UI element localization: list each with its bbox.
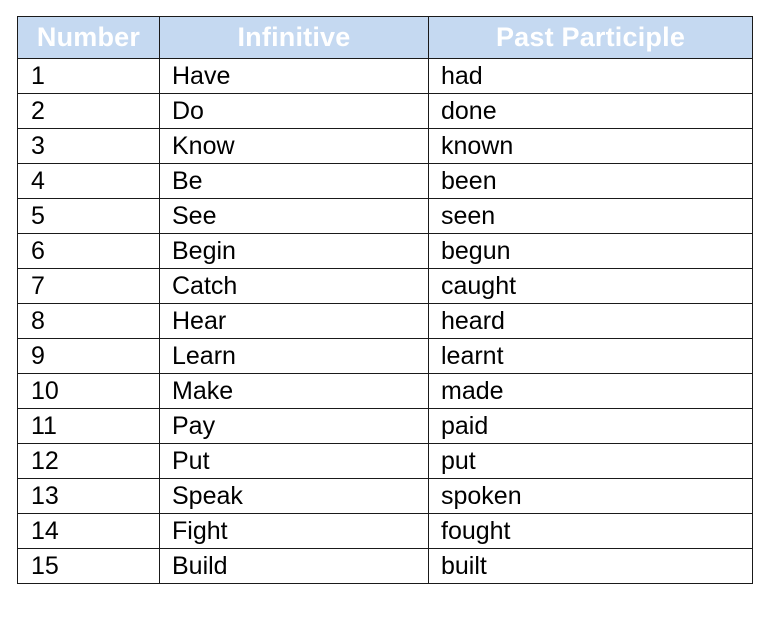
irregular-verbs-table xyxy=(17,16,753,584)
table-row xyxy=(18,479,753,514)
cell-infinitive: Learn xyxy=(160,339,429,374)
cell-number: 15 xyxy=(18,549,160,584)
table-row xyxy=(18,514,753,549)
cell-past-participle: spoken xyxy=(429,479,753,514)
table-row xyxy=(18,269,753,304)
cell-past-participle: known xyxy=(429,129,753,164)
table-header xyxy=(18,17,753,59)
cell-infinitive: Speak xyxy=(160,479,429,514)
header-past-participle: Past Participle xyxy=(429,17,753,59)
cell-number: 4 xyxy=(18,164,160,199)
cell-number: 14 xyxy=(18,514,160,549)
header-row xyxy=(18,17,753,59)
table-row xyxy=(18,549,753,584)
header-infinitive: Infinitive xyxy=(160,17,429,59)
table-row xyxy=(18,94,753,129)
cell-past-participle: learnt xyxy=(429,339,753,374)
cell-infinitive: Make xyxy=(160,374,429,409)
cell-number: 3 xyxy=(18,129,160,164)
cell-past-participle: had xyxy=(429,59,753,94)
cell-infinitive: Pay xyxy=(160,409,429,444)
cell-infinitive: Be xyxy=(160,164,429,199)
cell-infinitive: Put xyxy=(160,444,429,479)
cell-number: 7 xyxy=(18,269,160,304)
table-row xyxy=(18,374,753,409)
cell-past-participle: put xyxy=(429,444,753,479)
cell-infinitive: Hear xyxy=(160,304,429,339)
cell-past-participle: been xyxy=(429,164,753,199)
table-row xyxy=(18,304,753,339)
cell-number: 5 xyxy=(18,199,160,234)
cell-past-participle: fought xyxy=(429,514,753,549)
cell-past-participle: built xyxy=(429,549,753,584)
cell-past-participle: seen xyxy=(429,199,753,234)
cell-number: 9 xyxy=(18,339,160,374)
cell-past-participle: heard xyxy=(429,304,753,339)
cell-infinitive: Have xyxy=(160,59,429,94)
table-row xyxy=(18,339,753,374)
cell-number: 13 xyxy=(18,479,160,514)
cell-number: 1 xyxy=(18,59,160,94)
cell-past-participle: paid xyxy=(429,409,753,444)
cell-infinitive: Begin xyxy=(160,234,429,269)
cell-infinitive: Do xyxy=(160,94,429,129)
cell-number: 12 xyxy=(18,444,160,479)
cell-infinitive: Fight xyxy=(160,514,429,549)
cell-infinitive: Know xyxy=(160,129,429,164)
cell-past-participle: done xyxy=(429,94,753,129)
cell-past-participle: made xyxy=(429,374,753,409)
cell-past-participle: caught xyxy=(429,269,753,304)
table-row xyxy=(18,164,753,199)
header-number: Number xyxy=(18,17,160,59)
cell-past-participle: begun xyxy=(429,234,753,269)
table-row xyxy=(18,234,753,269)
cell-number: 8 xyxy=(18,304,160,339)
table-row xyxy=(18,59,753,94)
cell-infinitive: Catch xyxy=(160,269,429,304)
cell-infinitive: Build xyxy=(160,549,429,584)
cell-infinitive: See xyxy=(160,199,429,234)
cell-number: 6 xyxy=(18,234,160,269)
table-row xyxy=(18,409,753,444)
cell-number: 2 xyxy=(18,94,160,129)
table-body xyxy=(18,59,753,584)
cell-number: 11 xyxy=(18,409,160,444)
cell-number: 10 xyxy=(18,374,160,409)
table-row xyxy=(18,199,753,234)
table-row xyxy=(18,444,753,479)
table-row xyxy=(18,129,753,164)
